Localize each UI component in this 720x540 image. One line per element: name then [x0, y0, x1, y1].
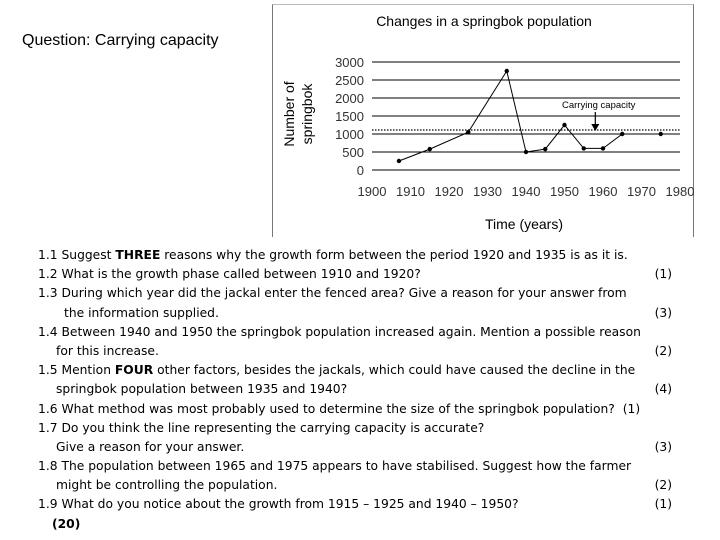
y-tick-2500: 2500 [335, 73, 364, 88]
question-1-8-cont [38, 476, 688, 495]
question-1-8-cont-text: might be controlling the population. [56, 478, 278, 493]
question-1-4-cont [38, 342, 688, 361]
question-1-3-cont [38, 304, 688, 323]
data-point-1955 [582, 146, 586, 150]
springbok-chart [0, 0, 720, 240]
y-tick-2000: 2000 [335, 91, 364, 106]
question-1-6-mark: (1) [622, 401, 641, 416]
question-1-5-cont-text: springbok population between 1935 and 1940? [56, 382, 348, 397]
question-1-4 [38, 323, 688, 342]
data-point-1915 [428, 147, 432, 151]
question-1-5-text-b: other factors, besides the jackals, which could have caused the decline in the [153, 363, 636, 378]
x-tick-1900: 1900 [357, 184, 387, 199]
x-tick-1910: 1910 [396, 184, 425, 199]
question-1-9-text: 1.9 What do you notice about the growth from 1915 – 1925 and 1940 – 1950? [38, 497, 519, 512]
question-title: Question: Carrying capacity [22, 32, 219, 49]
question-1-7-cont-text: Give a reason for your answer. [56, 439, 245, 454]
data-point-1907 [397, 159, 401, 163]
question-1-3 [38, 284, 688, 303]
y-axis-label-line2: springbok [299, 83, 315, 145]
question-1-5-text-a: 1.5 Mention [38, 363, 115, 378]
data-point-1975 [659, 132, 663, 136]
y-tick-1000: 1000 [335, 127, 364, 142]
question-1-7 [38, 419, 688, 438]
x-tick-1930: 1930 [473, 184, 502, 199]
question-1-4-text: 1.4 Between 1940 and 1950 the springbok population increased again. Mention a possible reason [38, 324, 641, 339]
y-tick-0: 0 [356, 163, 364, 178]
x-tick-labels [358, 184, 695, 199]
question-list [38, 246, 688, 534]
question-1-9-mark: (1) [654, 497, 672, 512]
question-1-9 [38, 495, 688, 514]
data-point-1925 [466, 130, 470, 134]
question-1-1-bold: THREE [115, 248, 161, 262]
question-1-8-mark: (2) [654, 478, 672, 493]
question-1-7-text: 1.7 Do you think the line representing the carrying capacity is accurate? [38, 420, 485, 435]
question-1-3-text: 1.3 During which year did the jackal enter the fenced area? Give a reason for your answer from [38, 286, 627, 301]
question-1-4-mark: (2) [654, 343, 672, 358]
x-tick-1960: 1960 [588, 184, 618, 199]
y-tick-1500: 1500 [335, 109, 364, 124]
question-1-2-text: 1.2 What is the growth phase called between 1910 and 1920? [38, 267, 421, 282]
y-axis-label: Number of [281, 81, 297, 147]
question-1-1-text: 1.1 Suggest THREE reasons why the growth form between the period 1920 and 1935 is as it is. [38, 248, 628, 262]
question-1-5-bold: FOUR [114, 363, 154, 378]
question-1-3-cont-text: the information supplied. [64, 305, 219, 320]
question-1-5-mark: (4) [654, 382, 672, 397]
x-tick-1920: 1920 [434, 184, 464, 199]
y-tick-labels [335, 55, 364, 178]
y-tick-3000: 3000 [335, 55, 364, 70]
x-axis-label: Time (years) [484, 216, 564, 232]
question-1-3-mark: (3) [654, 305, 672, 320]
total-marks: (20) [52, 516, 81, 531]
chart-title: Changes in a springbok population [376, 13, 592, 29]
y-tick-500: 500 [342, 145, 364, 160]
question-1-1 [38, 246, 688, 265]
carrying-capacity-label: Carrying capacity [562, 100, 636, 111]
x-tick-1980: 1980 [665, 184, 695, 199]
data-point-1935 [505, 69, 509, 73]
question-1-4-cont-text: for this increase. [56, 343, 159, 358]
question-1-5 [38, 361, 688, 380]
question-1-7-cont [38, 438, 688, 457]
question-1-5-cont [38, 380, 688, 399]
x-tick-1970: 1970 [627, 184, 656, 199]
question-1-2-mark: (1) [654, 267, 672, 282]
data-point-1940 [524, 150, 528, 154]
data-point-1945 [543, 147, 547, 151]
question-1-8 [38, 457, 688, 476]
x-tick-1950: 1950 [550, 184, 579, 199]
question-1-6 [38, 400, 688, 419]
x-tick-1940: 1940 [511, 184, 541, 199]
question-1-6-text: 1.6 What method was most probably used to determine the size of the springbok population? [38, 401, 615, 416]
data-point-1960 [601, 146, 605, 150]
question-1-2 [38, 265, 688, 284]
question-1-7-mark: (3) [654, 439, 672, 454]
data-point-1950 [562, 123, 566, 127]
data-point-1965 [620, 132, 624, 136]
question-1-8-text: 1.8 The population between 1965 and 1975 appears to have stabilised. Suggest how the farmer [38, 459, 632, 474]
